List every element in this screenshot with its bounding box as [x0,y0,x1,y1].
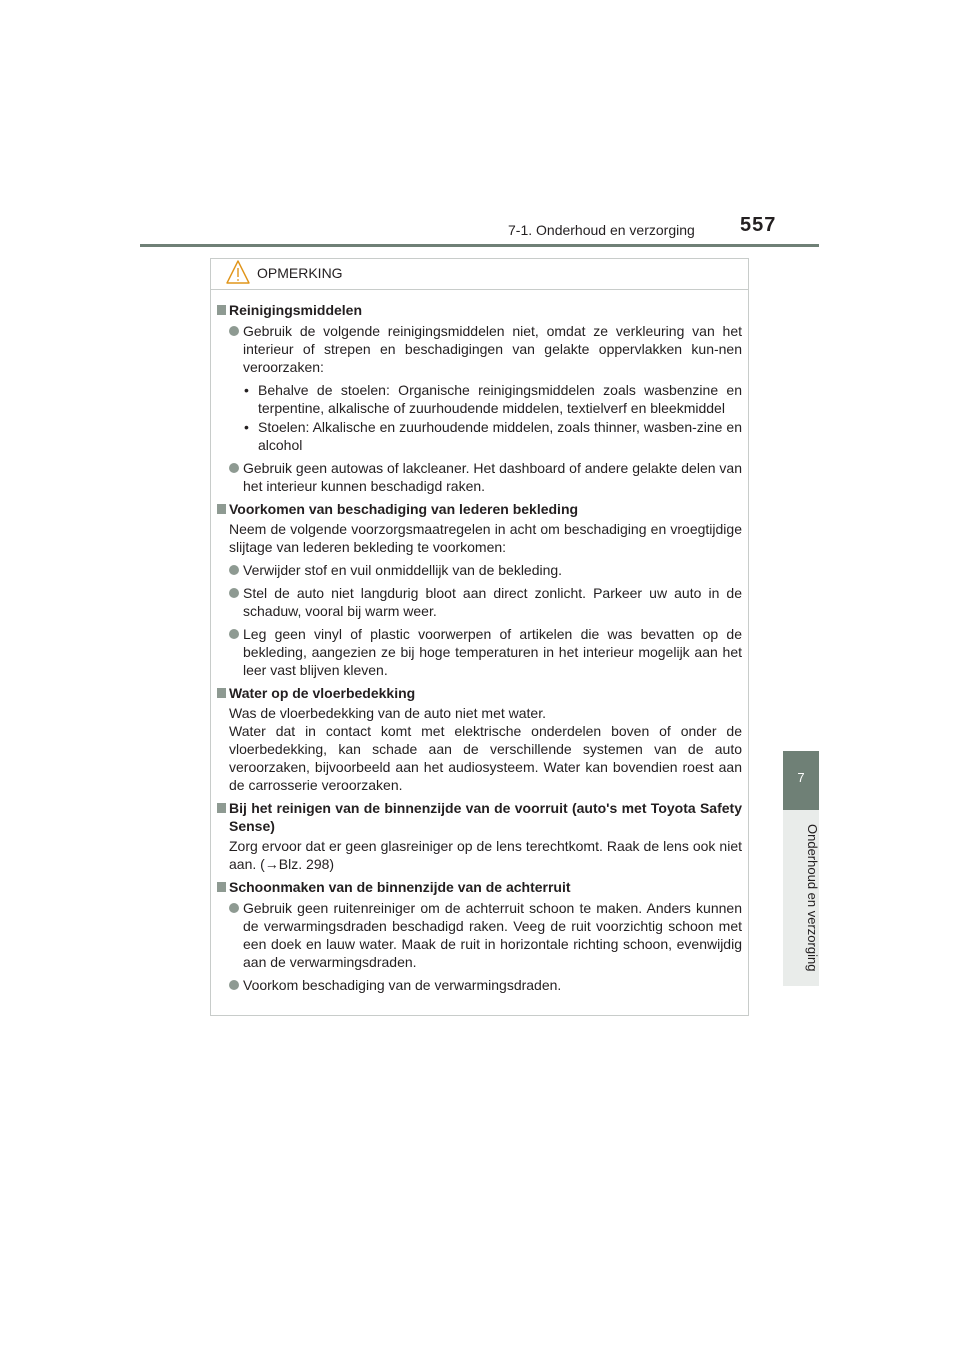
running-header-section: 7-1. Onderhoud en verzorging [508,222,695,238]
list-item-text: Gebruik geen ruitenreiniger om de achterruit schoon te maken. Anders kunnen de verwarmingsdraden beschadigd raken. Veeg de ruit voorzichtig schoon met een doek en lauw water. Maak de ruit in horizontale richting schoon, evenwijdig aan de verwarmingsdraden. [243,900,742,970]
section-title [217,301,742,319]
sub-list-item-text: Stoelen: Alkalische en zuurhoudende middelen, zoals thinner, wasben-zine en alcohol [258,419,742,453]
sub-bullet-icon: • [244,419,249,435]
square-bullet-icon [217,803,226,813]
list-item-text: Gebruik de volgende reinigingsmiddelen niet, omdat ze verkleuring van het interieur of strepen en beschadigingen van gelakte oppervlakken kun-nen veroorzaken: [243,323,742,375]
header-divider [140,244,819,247]
list-item [217,584,742,620]
list-item [217,459,742,495]
sub-list-item-text: Behalve de stoelen: Organische reinigingsmiddelen zoals wasbenzine en terpentine, alkalische of zuurhoudende middelen, textielverf en bleekmiddel [258,382,742,416]
sub-list-item [217,381,742,417]
square-bullet-icon [217,688,226,698]
round-bullet-icon [229,565,239,575]
list-item [217,899,742,971]
paragraph: Zorg ervoor dat er geen glasreiniger op de lens terechtkomt. Raak de lens ook niet aan. (→Blz. 298) [229,838,742,872]
notice-content [211,290,748,994]
section-title [217,500,742,518]
round-bullet-icon [229,326,239,336]
section-title-text: Water op de vloerbedekking [229,685,416,701]
round-bullet-icon [229,903,239,913]
round-bullet-icon [229,629,239,639]
round-bullet-icon [229,980,239,990]
sub-list [217,381,742,454]
list-item-text: Voorkom beschadiging van de verwarmingsdraden. [243,977,562,993]
round-bullet-icon [229,588,239,598]
section-cleaning-agents [217,301,742,495]
notice-title: OPMERKING [257,265,343,281]
notice-box [210,258,749,1016]
section-leather-care [217,500,742,679]
paragraph: Was de vloerbedekking van de auto niet met water. [229,705,546,721]
section-title [217,799,742,835]
list-item [217,322,742,376]
list-item-text: Verwijder stof en vuil onmiddellijk van de bekleding. [243,562,563,578]
list-item-text: Leg geen vinyl of plastic voorwerpen of artikelen die was bevatten op de bekleding, aangezien ze bij hoge temperaturen in het interieur mogelijk aan het leer vast blijven kleven. [243,626,742,678]
section-title [217,684,742,702]
notice-header [211,259,748,290]
paragraph: Neem de volgende voorzorgsmaatregelen in acht om beschadiging en vroegtijdige slijtage van lederen bekleding te voorkomen: [229,521,742,555]
list-item [217,625,742,679]
square-bullet-icon [217,882,226,892]
list-item-text: Gebruik geen autowas of lakcleaner. Het dashboard of andere gelakte delen van het interieur kunnen beschadigd raken. [243,460,742,494]
section-title-text: Bij het reinigen van de binnenzijde van de voorruit (auto's met Toyota Safety Sense) [229,800,742,834]
section-title-text: Voorkomen van beschadiging van lederen bekleding [229,501,579,517]
list-item [217,976,742,994]
section-floor-water [217,684,742,794]
section-rear-window [217,878,742,994]
section-title-text: Schoonmaken van de binnenzijde van de achterruit [229,879,571,895]
round-bullet-icon [229,463,239,473]
sub-bullet-icon: • [244,382,249,398]
chapter-label: Onderhoud en verzorging [805,824,820,972]
list-item-text: Stel de auto niet langdurig bloot aan direct zonlicht. Parkeer uw auto in de schaduw, vooral bij warm weer. [243,585,742,619]
section-title [217,878,742,896]
section-title-text: Reinigingsmiddelen [229,302,363,318]
warning-triangle-icon [225,259,251,285]
list-item [217,561,742,579]
sub-list-item [217,418,742,454]
chapter-number: 7 [797,770,805,785]
section-windshield-cleaning [217,799,742,873]
square-bullet-icon [217,305,226,315]
page-number: 557 [740,214,777,236]
square-bullet-icon [217,504,226,514]
paragraph: Water dat in contact komt met elektrische onderdelen boven of onder de vloerbedekking, kan schade aan de verschillende systemen van de auto veroorzaken, bijvoorbeeld aan het audiosysteem. Water kan bovendien roest aan de carrosserie veroorzaken. [229,723,742,793]
